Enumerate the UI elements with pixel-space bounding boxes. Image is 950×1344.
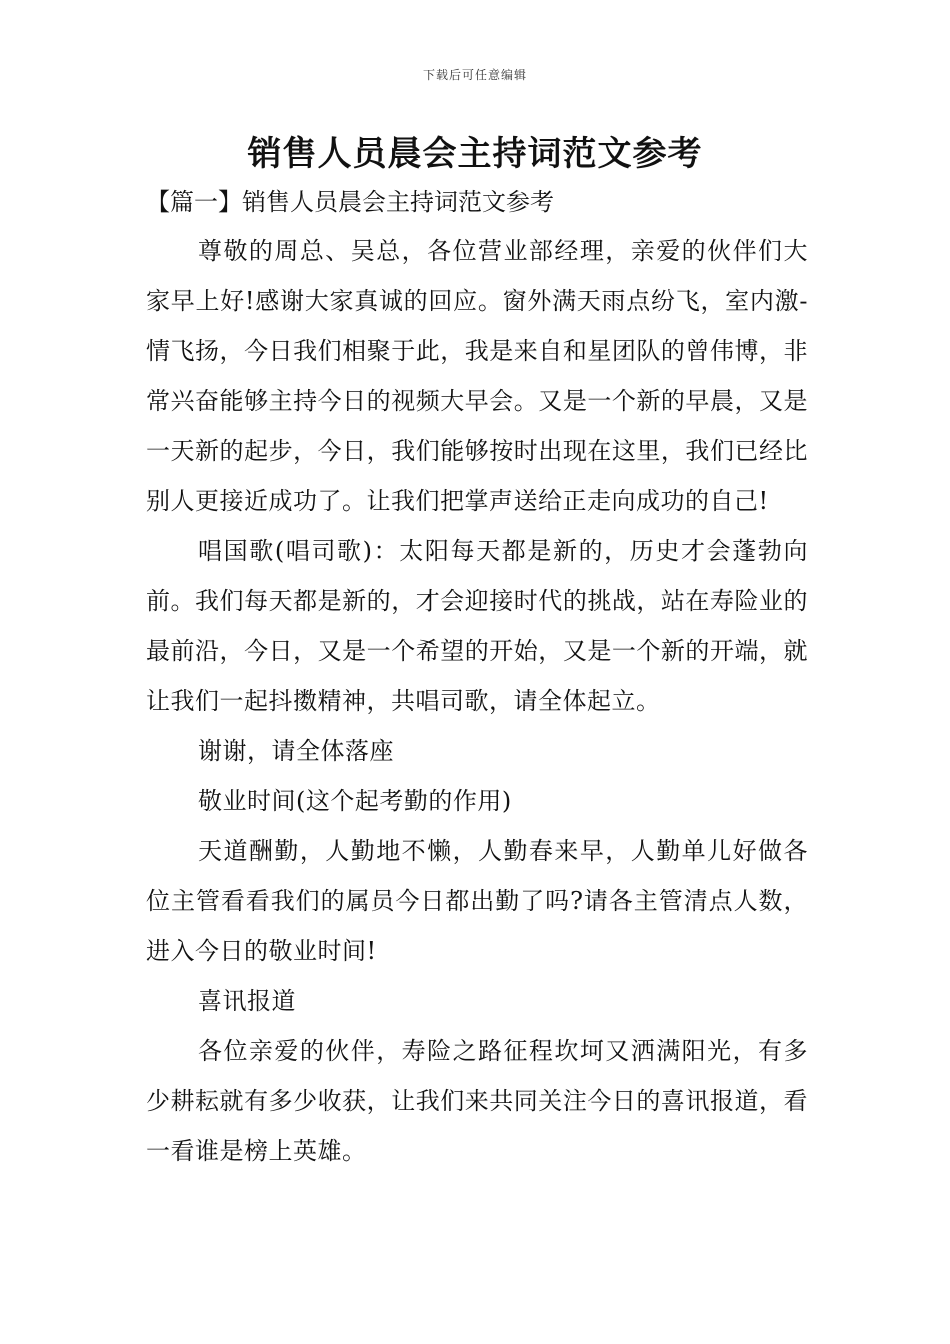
paragraph-good-news: 各位亲爱的伙伴，寿险之路征程坎坷又洒满阳光，有多少耕耘就有多少收获，让我们来共同关注今日的喜讯报道，看一看谁是榜上英雄。 xyxy=(146,1037,808,1165)
paragraph-anthem: 唱国歌(唱司歌)：太阳每天都是新的，历史才会蓬勃向前。我们每天都是新的，才会迎接时代的挑战，站在寿险业的最前沿，今日，又是一个希望的开始，又是一个新的开端，就让我们一起抖擞精神，共唱司歌，请全体起立。 xyxy=(146,537,808,715)
header-note: 下载后可任意编辑 xyxy=(422,68,527,82)
paragraph-attendance-heading: 敬业时间(这个起考勤的作用) xyxy=(198,787,512,815)
section-title: 【篇一】销售人员晨会主持词范文参考 xyxy=(146,188,554,216)
document-body xyxy=(146,226,808,1176)
paragraph-be-seated: 谢谢，请全体落座 xyxy=(198,737,394,765)
paragraph-good-news-heading: 喜讯报道 xyxy=(198,987,296,1015)
paragraph-greeting: 尊敬的周总、吴总，各位营业部经理，亲爱的伙伴们大家早上好!感谢大家真诚的回应。窗外满天雨点纷飞，室内激-情飞扬，今日我们相聚于此，我是来自和星团队的曾伟博，非常兴奋能够主持今日的视频大早会。又是一个新的早晨，又是一天新的起步，今日，我们能够按时出现在这里，我们已经比别人更接近成功了。让我们把掌声送给正走向成功的自己! xyxy=(146,237,808,515)
paragraph-attendance: 天道酬勤，人勤地不懒，人勤春来早，人勤单儿好做各位主管看看我们的属员今日都出勤了吗?请各主管清点人数，进入今日的敬业时间! xyxy=(146,837,808,965)
document-title: 销售人员晨会主持词范文参考 xyxy=(247,134,703,174)
